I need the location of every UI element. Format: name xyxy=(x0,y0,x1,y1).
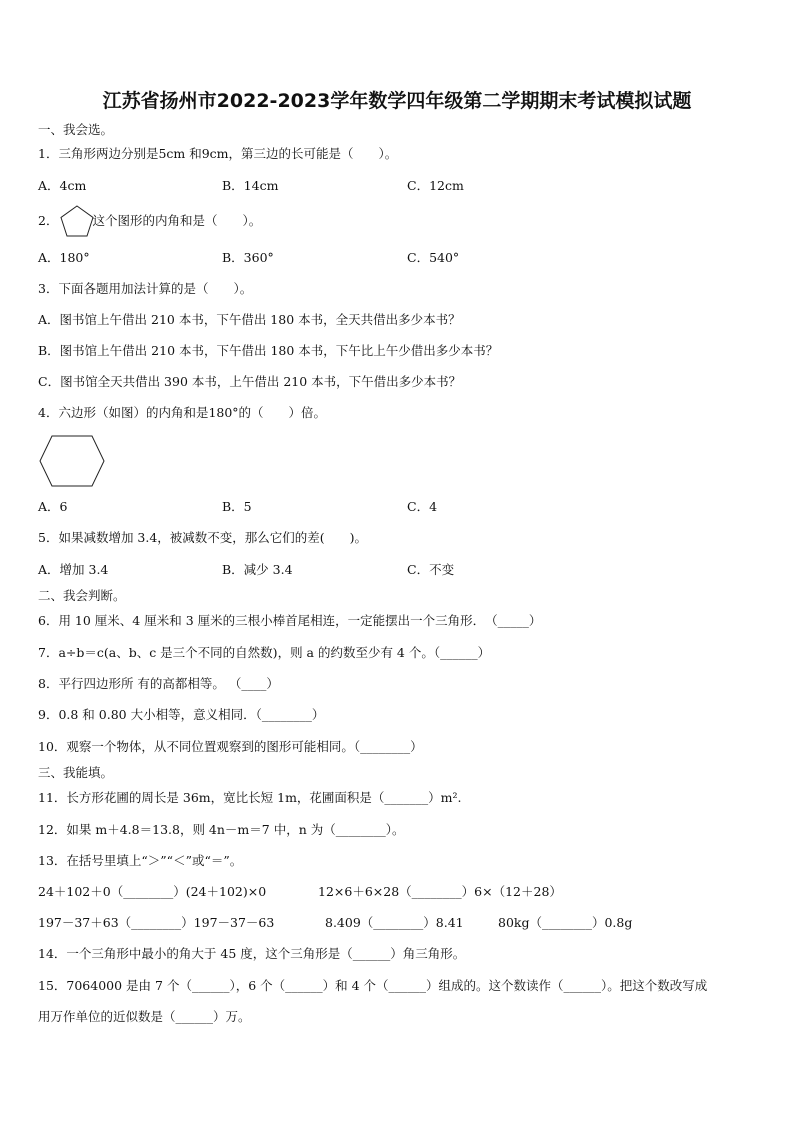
pentagon-figure xyxy=(59,204,95,238)
q3-option-a: A．图书馆上午借出 210 本书，下午借出 180 本书，全天共借出多少本书？ xyxy=(38,312,461,327)
q1-option-b: B．14cm xyxy=(222,178,279,193)
question-15-line-1: 15．7064000 是由 7 个（______），6 个（______）和 4 个（______）组成的。这个数读作（______）。把这个数改写成 xyxy=(38,978,708,993)
question-12: 12．如果 m＋4.8＝13.8，则 4n－m＝7 中，n 为（________）。 xyxy=(38,822,405,837)
question-1: 1．三角形两边分别是5cm 和9cm，第三边的长可能是（ ）。 xyxy=(38,146,398,161)
question-14: 14．一个三角形中最小的角大于 45 度，这个三角形是（______）角三角形。 xyxy=(38,946,466,961)
question-10: 10．观察一个物体，从不同位置观察到的图形可能相同。（________） xyxy=(38,739,423,754)
section-fill: 三、我能填。 xyxy=(38,765,114,780)
question-9: 9．0.8 和 0.80 大小相等，意义相同．（________） xyxy=(38,707,325,722)
q4-option-c: C．4 xyxy=(407,499,438,514)
q13-item-2: 12×6＋6×28（________）6×（12＋28） xyxy=(318,884,562,899)
q13-item-3: 197－37＋63（________）197－37－63 xyxy=(38,915,275,930)
q2-option-c: C．540° xyxy=(407,250,460,265)
q5-option-c: C．不变 xyxy=(407,562,455,577)
q13-item-5: 80kg（________）0.8g xyxy=(498,915,633,930)
q13-item-4: 8.409（________）8.41 xyxy=(325,915,464,930)
question-6: 6．用 10 厘米、4 厘米和 3 厘米的三根小棒首尾相连，一定能摆出一个三角形． （_____） xyxy=(38,613,542,628)
q3-option-b: B．图书馆上午借出 210 本书，下午借出 180 本书，下午比上午少借出多少本书？ xyxy=(38,343,499,358)
q4-option-a: A．6 xyxy=(38,499,68,514)
question-11: 11．长方形花圃的周长是 36m，宽比长短 1m，花圃面积是（_______）m². xyxy=(38,790,462,805)
question-8: 8．平行四边形所 有的高都相等。 （____） xyxy=(38,676,279,691)
q5-option-a: A．增加 3.4 xyxy=(38,562,109,577)
question-5: 5．如果减数增加 3.4，被减数不变，那么它们的差( )。 xyxy=(38,530,368,545)
question-7: 7．a÷b＝c(a、b、c 是三个不同的自然数)，则 a 的约数至少有 4 个。（______） xyxy=(38,645,491,660)
q1-option-a: A．4cm xyxy=(38,178,87,193)
section-choice: 一、我会选。 xyxy=(38,122,114,137)
q4-option-b: B．5 xyxy=(222,499,252,514)
q1-option-c: C．12cm xyxy=(407,178,464,193)
question-15-line-2: 用万作单位的近似数是（______）万。 xyxy=(38,1009,251,1024)
hexagon-figure xyxy=(38,434,106,488)
question-2-stem: 这个图形的内角和是（ ）。 xyxy=(92,213,262,228)
question-2-number: 2． xyxy=(38,213,59,228)
q2-option-a: A．180° xyxy=(38,250,90,265)
question-4: 4．六边形（如图）的内角和是180°的（ ）倍。 xyxy=(38,405,327,420)
question-13: 13．在括号里填上“＞”“＜”或“＝”。 xyxy=(38,853,243,868)
q3-option-c: C．图书馆全天共借出 390 本书，上午借出 210 本书，下午借出多少本书？ xyxy=(38,374,462,389)
q2-option-b: B．360° xyxy=(222,250,274,265)
question-3: 3．下面各题用加法计算的是（ ）。 xyxy=(38,281,253,296)
q13-item-1: 24＋102＋0（________）(24＋102)×0 xyxy=(38,884,267,899)
section-judge: 二、我会判断。 xyxy=(38,588,126,603)
page-title: 江苏省扬州市2022-2023学年数学四年级第二学期期末考试模拟试题 xyxy=(102,90,692,112)
q5-option-b: B．减少 3.4 xyxy=(222,562,293,577)
